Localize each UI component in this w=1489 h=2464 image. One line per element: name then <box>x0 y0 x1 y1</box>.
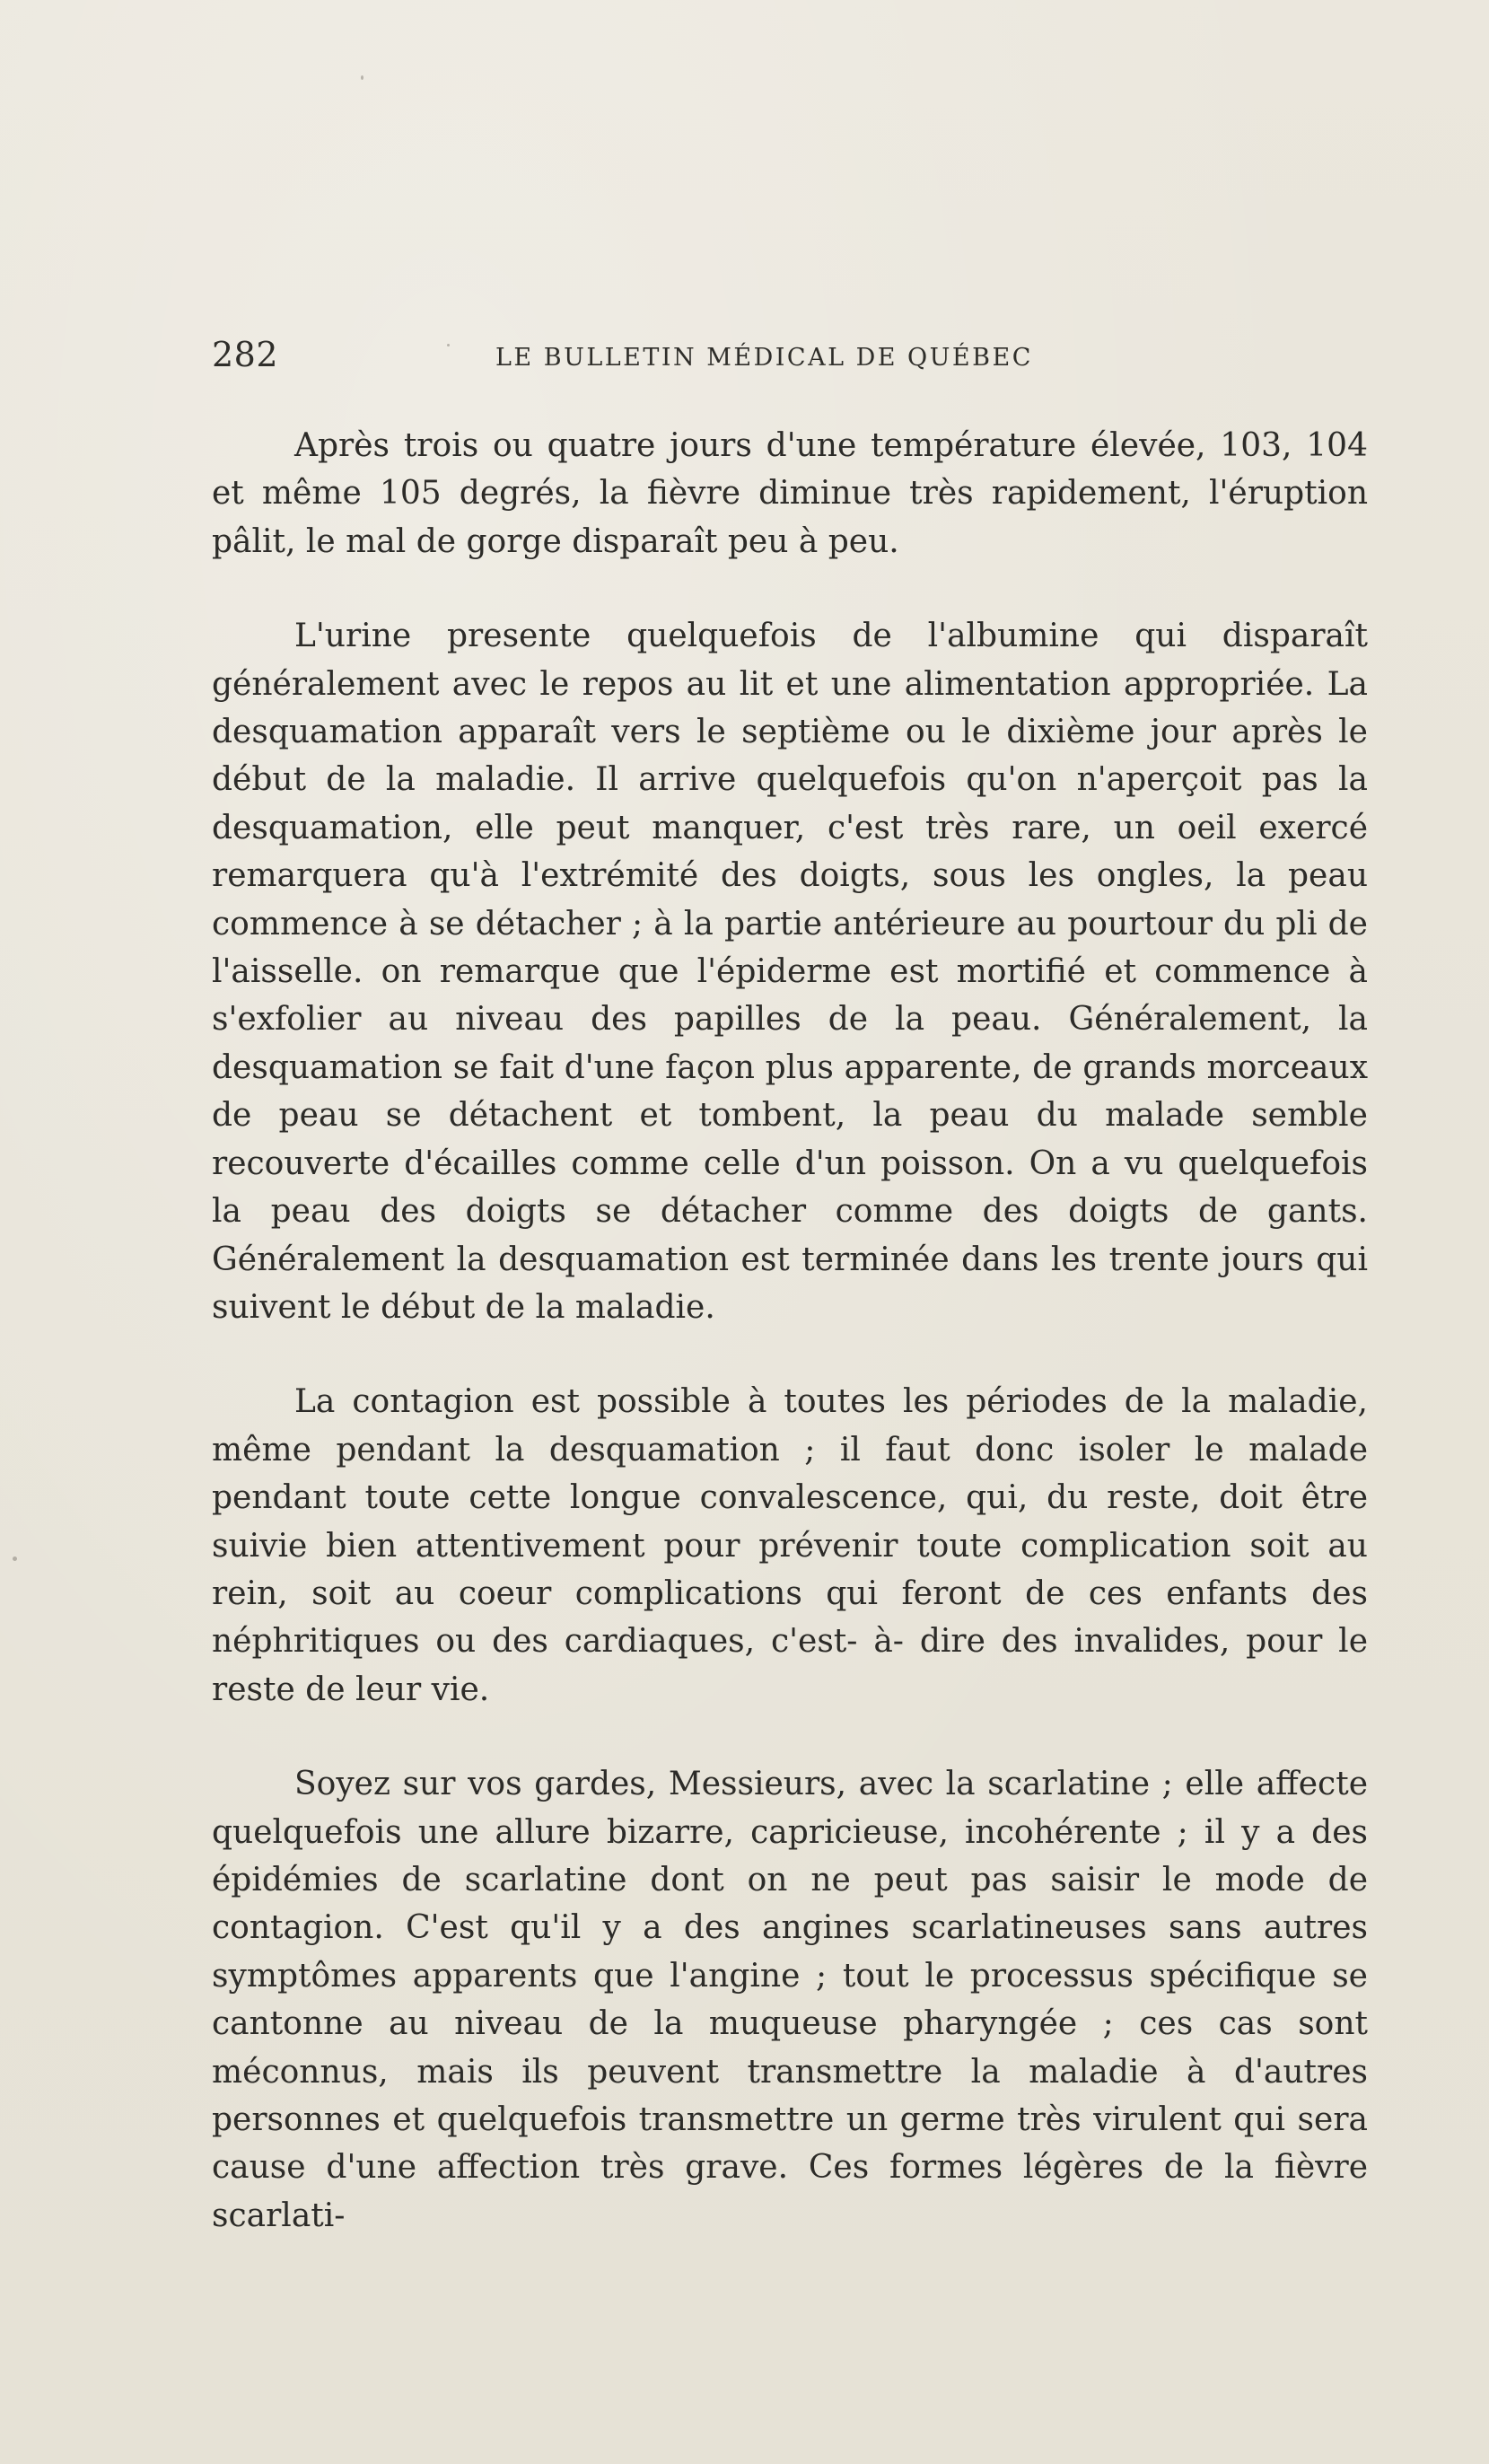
paragraph: La contagion est possible à toutes les périodes de la maladie, même pendant la desquamation ; il faut donc isoler le malade pendant toute cette longue convalescence, qui, du reste, doit être suivie bien attentivement pour prévenir toute complication soit au rein, soit au coeur complications qui feront de ces enfants des néphritiques ou des cardiaques, c'est- à- dire des invalides, pour le reste de leur vie. <box>212 1383 1368 1708</box>
paragraph: L'urine presente quelquefois de l'albumine qui disparaît généralement avec le repos au lit et une alimentation appropriée. La desquamation apparaît vers le septième ou le dixième jour après le début de la maladie. Il arrive quelquefois qu'on n'aperçoit pas la desquamation, elle peut manquer, c'est très rare, un oeil exercé remarquera qu'à l'extrémité des doigts, sous les ongles, la peau commence à se détacher ; à la partie antérieure au pourtour du pli de l'aisselle. on remarque que l'épiderme est mortifié et commence à s'exfolier au niveau des papilles de la peau. Généralement, la desquamation se fait d'une façon plus apparente, de grands morceaux de peau se détachent et tombent, la peau du malade semble recouverte d'écailles comme celle d'un poisson. On a vu quelquefois la peau des doigts se détacher comme des doigts de gants. Généralement la desquamation est terminée dans les trente jours qui suivent le début de la maladie. <box>212 618 1368 1326</box>
page-number: 282 <box>212 335 279 374</box>
article-body <box>212 422 1368 2240</box>
running-title: LE BULLETIN MÉDICAL DE QUÉBEC <box>495 344 1033 372</box>
paper-speck <box>13 1556 17 1561</box>
page-header <box>212 335 1109 380</box>
paragraph: Soyez sur vos gardes, Messieurs, avec la scarlatine ; elle affecte quelquefois une allure bizarre, capricieuse, incohérente ; il y a des épidémies de scarlatine dont on ne peut pas saisir le mode de contagion. C'est qu'il y a des angines scarlatineuses sans autres symptômes apparents que l'angine ; tout le processus spécifique se cantonne au niveau de la muqueuse pharyngée ; ces cas sont méconnus, mais ils peuvent transmettre la maladie à d'autres personnes et quelquefois transmettre un germe très virulent qui sera cause d'une affection très grave. Ces formes légères de la fièvre scarlati- <box>212 1766 1368 2234</box>
paper-speck <box>361 75 363 80</box>
paragraph: Après trois ou quatre jours d'une température élevée, 103, 104 et même 105 degrés, la fièvre diminue très rapidement, l'éruption pâlit, le mal de gorge disparaît peu à peu. <box>212 427 1368 560</box>
